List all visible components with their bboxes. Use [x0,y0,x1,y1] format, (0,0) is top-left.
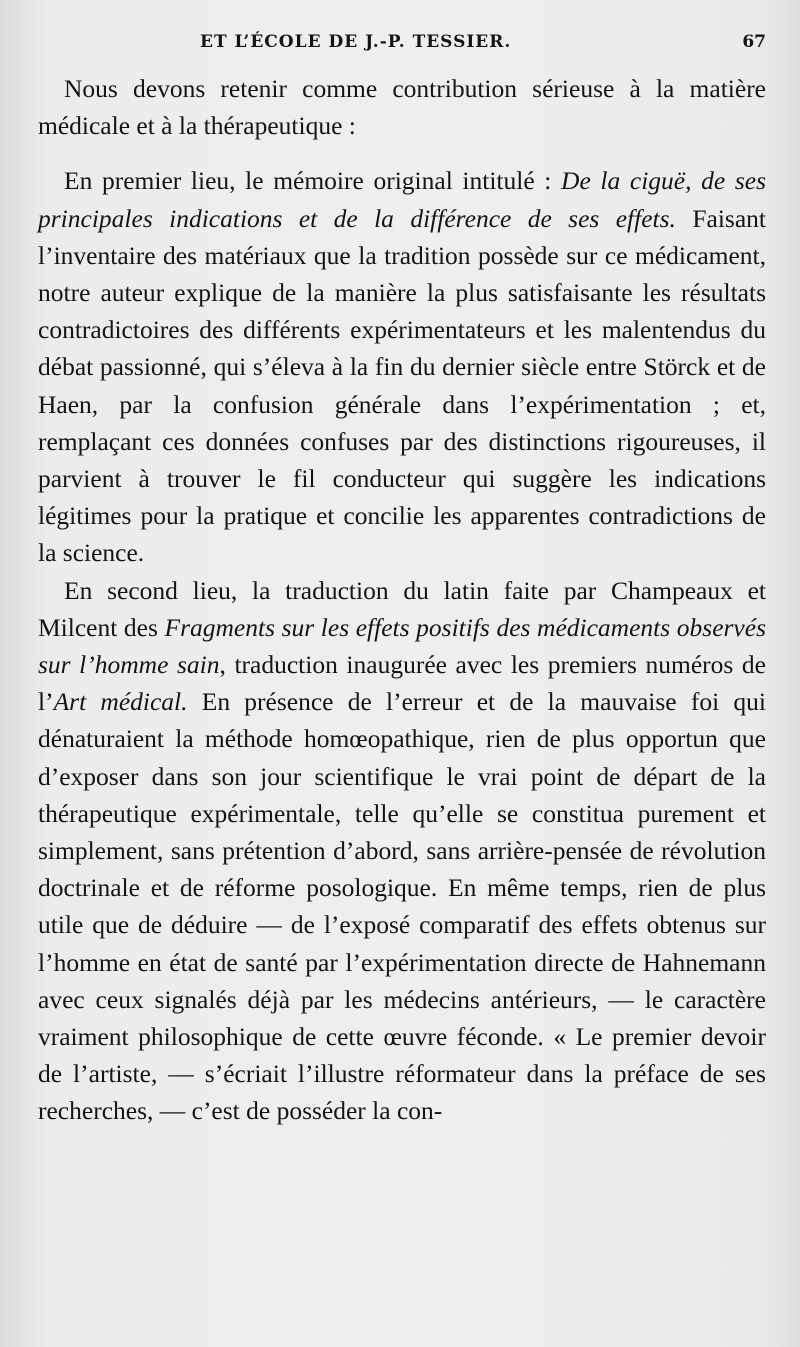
paragraph-3 [38,572,766,1130]
fragments-title: Fragments sur les effets positifs des médicaments observés sur l’homme sain [38,612,766,680]
paragraph-3-lead: En second lieu, la traduction du latin faite par Champeaux et Milcent des [38,575,766,642]
running-head [0,30,800,56]
page-number: 67 [742,32,766,52]
paragraph-2-body: Faisant l’inventaire des matériaux que la tradition possède sur ce médicament, notre auteur explique de la manière la plus satisfaisante les résultats contradictoires des différents expérimentateurs et les malentendus du débat passionné, qui s’éleva à la fin du dernier siècle entre Störck et de Haen, par la confusion générale dans l’expérimentation ; et, remplaçant ces données confuses par des distinctions rigoureuses, il parvient à trouver le fil conducteur qui suggère les indications légitimes pour la pratique et concilie les apparentes contradictions de la science. [38,203,766,568]
paragraph-1-text: Nous devons retenir comme contribution sérieuse à la matière médicale et à la thérapeutique : [38,74,766,141]
journal-title: Art médical. [53,687,188,717]
paragraph-1 [38,70,766,144]
memoir-title: De la ciguë, de ses principales indications et de la différence de ses effets. [38,166,766,233]
paragraph-2 [38,162,766,571]
paragraph-2-lead: En premier lieu, le mémoire original intitulé : [64,166,562,196]
running-title: ET L’ÉCOLE DE J.-P. TESSIER. [200,32,512,52]
paragraph-3-body: En présence de l’erreur et de la mauvaise foi qui dénaturaient la méthode homœopathique, rien de plus opportun que d’exposer dans son jour scientifique le vrai point de départ de la thérapeutique expérimentale, telle qu’elle se constitua purement et simplement, sans prétention d’abord, sans arrière-pensée de révolution doctrinale et de réforme posologique. En même temps, rien de plus utile que de déduire — de l’exposé comparatif des effets obtenus sur l’homme en état de santé par l’expérimentation directe de Hahnemann avec ceux signalés déjà par les médecins antérieurs, — le caractère vraiment philosophique de cette œuvre féconde. « Le premier devoir de l’artiste, — s’écriait l’illustre réformateur dans la préface de ses recherches, — c’est de posséder la con- [38,687,766,1126]
paragraph-3-middle: , traduction inaugurée avec les premiers numéros de l’ [38,650,766,717]
body-text [38,70,766,1130]
